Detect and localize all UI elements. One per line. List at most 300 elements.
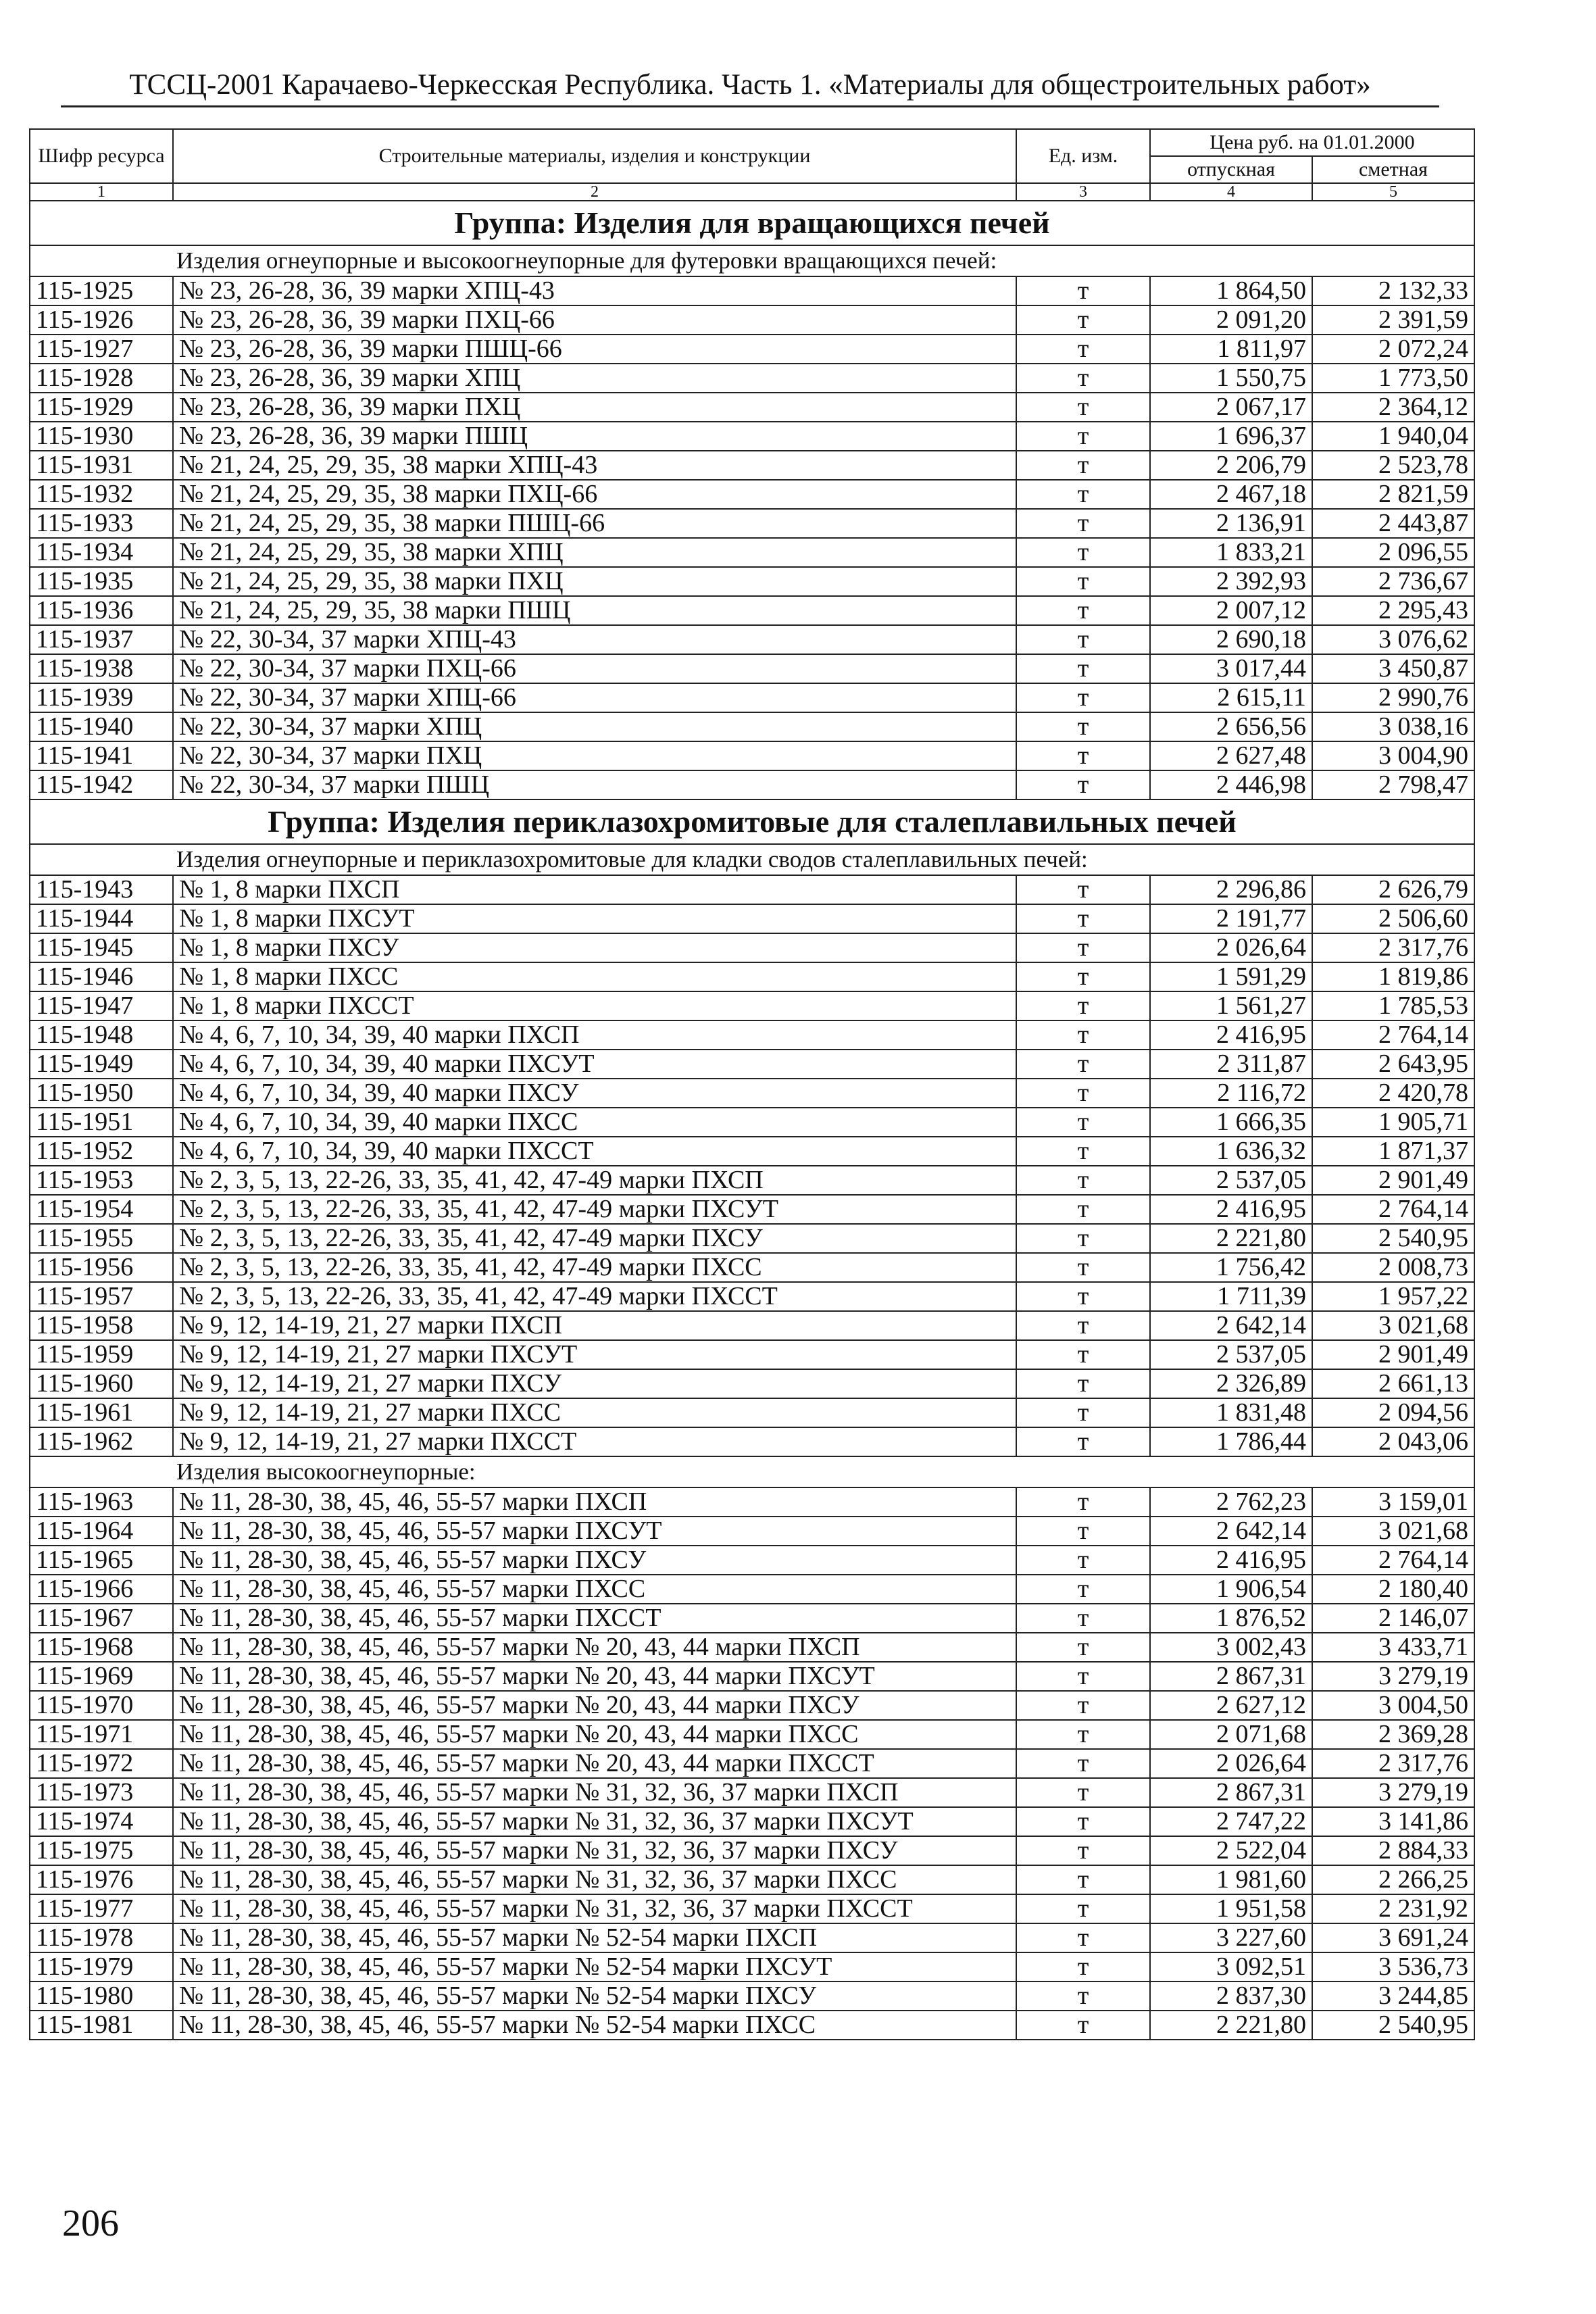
resource-code: 115-1936 — [30, 596, 173, 625]
resource-code: 115-1965 — [30, 1546, 173, 1575]
release-price: 2 136,91 — [1150, 509, 1312, 538]
release-price: 2 627,48 — [1150, 741, 1312, 770]
table-row — [30, 1952, 1474, 1981]
unit: т — [1016, 1311, 1150, 1340]
estimate-price: 2 443,87 — [1312, 509, 1474, 538]
material-name: № 21, 24, 25, 29, 35, 38 марки ПХЦ-66 — [173, 480, 1016, 509]
table-row — [30, 364, 1474, 393]
release-price: 1 981,60 — [1150, 1865, 1312, 1894]
resource-code: 115-1927 — [30, 335, 173, 364]
release-price: 1 561,27 — [1150, 991, 1312, 1020]
resource-code: 115-1966 — [30, 1575, 173, 1604]
table-row — [30, 509, 1474, 538]
material-name: № 11, 28-30, 38, 45, 46, 55-57 марки № 52-54 марки ПХСП — [173, 1923, 1016, 1952]
resource-code: 115-1958 — [30, 1311, 173, 1340]
material-name: № 23, 26-28, 36, 39 марки ПХЦ — [173, 393, 1016, 422]
release-price: 1 711,39 — [1150, 1282, 1312, 1311]
resource-code: 115-1926 — [30, 305, 173, 335]
estimate-price: 2 643,95 — [1312, 1050, 1474, 1079]
release-price: 2 416,95 — [1150, 1020, 1312, 1050]
release-price: 3 227,60 — [1150, 1923, 1312, 1952]
estimate-price: 2 901,49 — [1312, 1166, 1474, 1195]
material-name: № 22, 30-34, 37 марки ХПЦ-66 — [173, 683, 1016, 712]
estimate-price: 3 279,19 — [1312, 1662, 1474, 1691]
resource-code: 115-1930 — [30, 422, 173, 451]
material-name: № 23, 26-28, 36, 39 марки ХПЦ-43 — [173, 276, 1016, 305]
unit: т — [1016, 451, 1150, 480]
table-row — [30, 1720, 1474, 1749]
unit: т — [1016, 393, 1150, 422]
page-header-title: ТССЦ-2001 Карачаево-Черкесская Республика. Часть 1. «Материалы для общестроительных работ» — [129, 69, 1371, 101]
unit: т — [1016, 276, 1150, 305]
estimate-price: 2 523,78 — [1312, 451, 1474, 480]
unit: т — [1016, 1807, 1150, 1836]
release-price: 2 007,12 — [1150, 596, 1312, 625]
material-name: № 11, 28-30, 38, 45, 46, 55-57 марки № 20, 43, 44 марки ПХСС — [173, 1720, 1016, 1749]
release-price: 2 091,20 — [1150, 305, 1312, 335]
unit: т — [1016, 875, 1150, 904]
material-name: № 9, 12, 14-19, 21, 27 марки ПХСС — [173, 1398, 1016, 1427]
material-name: № 4, 6, 7, 10, 34, 39, 40 марки ПХССТ — [173, 1137, 1016, 1166]
material-name: № 22, 30-34, 37 марки ПХЦ — [173, 741, 1016, 770]
resource-code: 115-1977 — [30, 1894, 173, 1923]
material-name: № 21, 24, 25, 29, 35, 38 марки ХПЦ — [173, 538, 1016, 567]
resource-code: 115-1946 — [30, 962, 173, 991]
table-row — [30, 1079, 1474, 1108]
estimate-price: 3 244,85 — [1312, 1981, 1474, 2011]
unit: т — [1016, 567, 1150, 596]
material-name: № 11, 28-30, 38, 45, 46, 55-57 марки № 31, 32, 36, 37 марки ПХСУТ — [173, 1807, 1016, 1836]
table-row — [30, 991, 1474, 1020]
table-row — [30, 933, 1474, 962]
resource-code: 115-1931 — [30, 451, 173, 480]
material-name: № 1, 8 марки ПХСУ — [173, 933, 1016, 962]
estimate-price: 1 819,86 — [1312, 962, 1474, 991]
material-name: № 22, 30-34, 37 марки ХПЦ-43 — [173, 625, 1016, 654]
material-name: № 11, 28-30, 38, 45, 46, 55-57 марки № 52-54 марки ПХСУТ — [173, 1952, 1016, 1981]
unit: т — [1016, 1604, 1150, 1633]
resource-code: 115-1970 — [30, 1691, 173, 1720]
page-number: 206 — [62, 2202, 119, 2244]
resource-code: 115-1934 — [30, 538, 173, 567]
unit: т — [1016, 1778, 1150, 1807]
table-row — [30, 1340, 1474, 1369]
release-price: 2 392,93 — [1150, 567, 1312, 596]
material-name: № 23, 26-28, 36, 39 марки ХПЦ — [173, 364, 1016, 393]
estimate-price: 2 540,95 — [1312, 2011, 1474, 2040]
subgroup-title: Изделия огнеупорные и периклазохромитовые для кладки сводов сталеплавильных печей: — [30, 844, 1474, 875]
table-row — [30, 1981, 1474, 2011]
material-name: № 21, 24, 25, 29, 35, 38 марки ПХЦ — [173, 567, 1016, 596]
release-price: 2 467,18 — [1150, 480, 1312, 509]
column-header-unit: Ед. изм. — [1016, 129, 1150, 183]
estimate-price: 2 008,73 — [1312, 1253, 1474, 1282]
subgroup-title: Изделия огнеупорные и высокоогнеупорные для футеровки вращающихся печей: — [30, 245, 1474, 276]
table-row — [30, 683, 1474, 712]
unit: т — [1016, 596, 1150, 625]
table-row — [30, 1369, 1474, 1398]
resource-code: 115-1945 — [30, 933, 173, 962]
release-price: 2 642,14 — [1150, 1311, 1312, 1340]
material-name: № 21, 24, 25, 29, 35, 38 марки ПШЦ-66 — [173, 509, 1016, 538]
estimate-price: 2 506,60 — [1312, 904, 1474, 933]
resource-code: 115-1929 — [30, 393, 173, 422]
estimate-price: 3 004,50 — [1312, 1691, 1474, 1720]
group-title: Группа: Изделия периклазохромитовые для сталеплавильных печей — [30, 799, 1474, 844]
resource-code: 115-1937 — [30, 625, 173, 654]
table-row — [30, 654, 1474, 683]
resource-code: 115-1952 — [30, 1137, 173, 1166]
material-name: № 9, 12, 14-19, 21, 27 марки ПХССТ — [173, 1427, 1016, 1456]
estimate-price: 2 764,14 — [1312, 1020, 1474, 1050]
release-price: 2 221,80 — [1150, 2011, 1312, 2040]
estimate-price: 3 004,90 — [1312, 741, 1474, 770]
release-price: 2 311,87 — [1150, 1050, 1312, 1079]
table-row — [30, 1195, 1474, 1224]
material-name: № 11, 28-30, 38, 45, 46, 55-57 марки ПХСП — [173, 1487, 1016, 1517]
estimate-price: 2 266,25 — [1312, 1865, 1474, 1894]
table-row — [30, 1020, 1474, 1050]
release-price: 1 951,58 — [1150, 1894, 1312, 1923]
resource-code: 115-1939 — [30, 683, 173, 712]
release-price: 2 867,31 — [1150, 1778, 1312, 1807]
estimate-price: 2 364,12 — [1312, 393, 1474, 422]
estimate-price: 1 773,50 — [1312, 364, 1474, 393]
release-price: 2 615,11 — [1150, 683, 1312, 712]
release-price: 2 326,89 — [1150, 1369, 1312, 1398]
resource-code: 115-1969 — [30, 1662, 173, 1691]
table-row — [30, 422, 1474, 451]
unit: т — [1016, 1662, 1150, 1691]
release-price: 2 642,14 — [1150, 1517, 1312, 1546]
resource-code: 115-1964 — [30, 1517, 173, 1546]
release-price: 2 537,05 — [1150, 1340, 1312, 1369]
table-row — [30, 625, 1474, 654]
material-name: № 1, 8 марки ПХСС — [173, 962, 1016, 991]
estimate-price: 2 540,95 — [1312, 1224, 1474, 1253]
release-price: 1 550,75 — [1150, 364, 1312, 393]
table-header-row — [30, 129, 1474, 156]
unit: т — [1016, 335, 1150, 364]
estimate-price: 2 146,07 — [1312, 1604, 1474, 1633]
material-name: № 11, 28-30, 38, 45, 46, 55-57 марки № 52-54 марки ПХСУ — [173, 1981, 1016, 2011]
table-row — [30, 393, 1474, 422]
table-row — [30, 962, 1474, 991]
unit: т — [1016, 1720, 1150, 1749]
estimate-price: 2 798,47 — [1312, 770, 1474, 799]
release-price: 2 026,64 — [1150, 1749, 1312, 1778]
column-number-row — [30, 183, 1474, 201]
table-row — [30, 1137, 1474, 1166]
release-price: 1 591,29 — [1150, 962, 1312, 991]
release-price: 2 522,04 — [1150, 1836, 1312, 1865]
estimate-price: 2 369,28 — [1312, 1720, 1474, 1749]
release-price: 2 191,77 — [1150, 904, 1312, 933]
table-row — [30, 480, 1474, 509]
release-price: 1 864,50 — [1150, 276, 1312, 305]
unit: т — [1016, 1020, 1150, 1050]
material-name: № 11, 28-30, 38, 45, 46, 55-57 марки № 20, 43, 44 марки ПХСП — [173, 1633, 1016, 1662]
release-price: 2 690,18 — [1150, 625, 1312, 654]
material-name: № 11, 28-30, 38, 45, 46, 55-57 марки ПХСУ — [173, 1546, 1016, 1575]
table-row — [30, 1749, 1474, 1778]
material-name: № 9, 12, 14-19, 21, 27 марки ПХСУТ — [173, 1340, 1016, 1369]
material-name: № 11, 28-30, 38, 45, 46, 55-57 марки № 20, 43, 44 марки ПХСУ — [173, 1691, 1016, 1720]
table-row — [30, 1575, 1474, 1604]
resource-code: 115-1980 — [30, 1981, 173, 2011]
table-row — [30, 1836, 1474, 1865]
group-title: Группа: Изделия для вращающихся печей — [30, 201, 1474, 245]
resource-code: 115-1976 — [30, 1865, 173, 1894]
estimate-price: 2 317,76 — [1312, 1749, 1474, 1778]
resource-code: 115-1933 — [30, 509, 173, 538]
material-name: № 22, 30-34, 37 марки ХПЦ — [173, 712, 1016, 741]
estimate-price: 2 764,14 — [1312, 1546, 1474, 1575]
resource-code: 115-1941 — [30, 741, 173, 770]
resource-code: 115-1961 — [30, 1398, 173, 1427]
estimate-price: 3 038,16 — [1312, 712, 1474, 741]
table-row — [30, 1108, 1474, 1137]
unit: т — [1016, 1952, 1150, 1981]
material-name: № 4, 6, 7, 10, 34, 39, 40 марки ПХСП — [173, 1020, 1016, 1050]
materials-price-table — [29, 128, 1475, 2040]
estimate-price: 2 764,14 — [1312, 1195, 1474, 1224]
unit: т — [1016, 933, 1150, 962]
table-row — [30, 1282, 1474, 1311]
material-name: № 23, 26-28, 36, 39 марки ПШЦ-66 — [173, 335, 1016, 364]
resource-code: 115-1947 — [30, 991, 173, 1020]
table-row — [30, 1487, 1474, 1517]
resource-code: 115-1971 — [30, 1720, 173, 1749]
table-row — [30, 451, 1474, 480]
estimate-price: 3 691,24 — [1312, 1923, 1474, 1952]
material-name: № 23, 26-28, 36, 39 марки ПШЦ — [173, 422, 1016, 451]
estimate-price: 2 884,33 — [1312, 1836, 1474, 1865]
material-name: № 11, 28-30, 38, 45, 46, 55-57 марки ПХССТ — [173, 1604, 1016, 1633]
table-row — [30, 1894, 1474, 1923]
release-price: 2 837,30 — [1150, 1981, 1312, 2011]
table-row — [30, 1224, 1474, 1253]
unit: т — [1016, 1224, 1150, 1253]
material-name: № 11, 28-30, 38, 45, 46, 55-57 марки ПХСУТ — [173, 1517, 1016, 1546]
material-name: № 11, 28-30, 38, 45, 46, 55-57 марки № 31, 32, 36, 37 марки ПХСУ — [173, 1836, 1016, 1865]
release-price: 1 811,97 — [1150, 335, 1312, 364]
subgroup-title-row — [30, 1456, 1474, 1487]
release-price: 2 416,95 — [1150, 1546, 1312, 1575]
resource-code: 115-1943 — [30, 875, 173, 904]
unit: т — [1016, 1981, 1150, 2011]
resource-code: 115-1968 — [30, 1633, 173, 1662]
estimate-price: 1 905,71 — [1312, 1108, 1474, 1137]
release-price: 2 026,64 — [1150, 933, 1312, 962]
resource-code: 115-1932 — [30, 480, 173, 509]
unit: т — [1016, 1633, 1150, 1662]
estimate-price: 3 536,73 — [1312, 1952, 1474, 1981]
material-name: № 1, 8 марки ПХСУТ — [173, 904, 1016, 933]
material-name: № 2, 3, 5, 13, 22-26, 33, 35, 41, 42, 47-49 марки ПХСП — [173, 1166, 1016, 1195]
material-name: № 2, 3, 5, 13, 22-26, 33, 35, 41, 42, 47-49 марки ПХСУ — [173, 1224, 1016, 1253]
unit: т — [1016, 654, 1150, 683]
resource-code: 115-1940 — [30, 712, 173, 741]
material-name: № 9, 12, 14-19, 21, 27 марки ПХСУ — [173, 1369, 1016, 1398]
material-name: № 1, 8 марки ПХССТ — [173, 991, 1016, 1020]
group-title-row — [30, 201, 1474, 245]
table-row — [30, 335, 1474, 364]
estimate-price: 3 021,68 — [1312, 1311, 1474, 1340]
column-number: 5 — [1312, 183, 1474, 201]
resource-code: 115-1944 — [30, 904, 173, 933]
unit: т — [1016, 1691, 1150, 1720]
release-price: 3 092,51 — [1150, 1952, 1312, 1981]
material-name: № 11, 28-30, 38, 45, 46, 55-57 марки № 52-54 марки ПХСС — [173, 2011, 1016, 2040]
table-row — [30, 1427, 1474, 1456]
material-name: № 23, 26-28, 36, 39 марки ПХЦ-66 — [173, 305, 1016, 335]
resource-code: 115-1935 — [30, 567, 173, 596]
unit: т — [1016, 1195, 1150, 1224]
resource-code: 115-1951 — [30, 1108, 173, 1137]
material-name: № 4, 6, 7, 10, 34, 39, 40 марки ПХСУ — [173, 1079, 1016, 1108]
material-name: № 11, 28-30, 38, 45, 46, 55-57 марки № 20, 43, 44 марки ПХССТ — [173, 1749, 1016, 1778]
unit: т — [1016, 1865, 1150, 1894]
table-row — [30, 1865, 1474, 1894]
estimate-price: 1 940,04 — [1312, 422, 1474, 451]
unit: т — [1016, 1427, 1150, 1456]
resource-code: 115-1950 — [30, 1079, 173, 1108]
release-price: 2 071,68 — [1150, 1720, 1312, 1749]
material-name: № 4, 6, 7, 10, 34, 39, 40 марки ПХСУТ — [173, 1050, 1016, 1079]
table-row — [30, 1050, 1474, 1079]
release-price: 2 067,17 — [1150, 393, 1312, 422]
estimate-price: 1 957,22 — [1312, 1282, 1474, 1311]
column-header-estimate-price: сметная — [1312, 156, 1474, 183]
unit: т — [1016, 683, 1150, 712]
table-row — [30, 1398, 1474, 1427]
unit: т — [1016, 1398, 1150, 1427]
unit: т — [1016, 625, 1150, 654]
unit: т — [1016, 962, 1150, 991]
estimate-price: 3 159,01 — [1312, 1487, 1474, 1517]
unit: т — [1016, 364, 1150, 393]
estimate-price: 2 391,59 — [1312, 305, 1474, 335]
table-body — [30, 201, 1474, 2040]
resource-code: 115-1957 — [30, 1282, 173, 1311]
release-price: 2 867,31 — [1150, 1662, 1312, 1691]
unit: т — [1016, 1749, 1150, 1778]
estimate-price: 3 433,71 — [1312, 1633, 1474, 1662]
subgroup-title-row — [30, 245, 1474, 276]
resource-code: 115-1972 — [30, 1749, 173, 1778]
unit: т — [1016, 1836, 1150, 1865]
resource-code: 115-1967 — [30, 1604, 173, 1633]
table-row — [30, 1517, 1474, 1546]
estimate-price: 2 736,67 — [1312, 567, 1474, 596]
table-row — [30, 1691, 1474, 1720]
material-name: № 2, 3, 5, 13, 22-26, 33, 35, 41, 42, 47-49 марки ПХСУТ — [173, 1195, 1016, 1224]
column-number: 3 — [1016, 183, 1150, 201]
table-row — [30, 2011, 1474, 2040]
unit: т — [1016, 1575, 1150, 1604]
estimate-price: 3 450,87 — [1312, 654, 1474, 683]
table-row — [30, 1923, 1474, 1952]
release-price: 1 696,37 — [1150, 422, 1312, 451]
unit: т — [1016, 741, 1150, 770]
table-row — [30, 712, 1474, 741]
estimate-price: 3 279,19 — [1312, 1778, 1474, 1807]
release-price: 1 833,21 — [1150, 538, 1312, 567]
resource-code: 115-1955 — [30, 1224, 173, 1253]
column-number: 1 — [30, 183, 173, 201]
estimate-price: 2 072,24 — [1312, 335, 1474, 364]
resource-code: 115-1981 — [30, 2011, 173, 2040]
column-number: 2 — [173, 183, 1016, 201]
table-row — [30, 1253, 1474, 1282]
unit: т — [1016, 1137, 1150, 1166]
resource-code: 115-1974 — [30, 1807, 173, 1836]
estimate-price: 3 141,86 — [1312, 1807, 1474, 1836]
unit: т — [1016, 1108, 1150, 1137]
estimate-price: 2 821,59 — [1312, 480, 1474, 509]
resource-code: 115-1978 — [30, 1923, 173, 1952]
unit: т — [1016, 770, 1150, 799]
column-header-name: Строительные материалы, изделия и конструкции — [173, 129, 1016, 183]
resource-code: 115-1959 — [30, 1340, 173, 1369]
estimate-price: 1 785,53 — [1312, 991, 1474, 1020]
unit: т — [1016, 1923, 1150, 1952]
estimate-price: 2 317,76 — [1312, 933, 1474, 962]
release-price: 1 876,52 — [1150, 1604, 1312, 1633]
release-price: 2 221,80 — [1150, 1224, 1312, 1253]
release-price: 2 627,12 — [1150, 1691, 1312, 1720]
table-row — [30, 875, 1474, 904]
resource-code: 115-1954 — [30, 1195, 173, 1224]
estimate-price: 1 871,37 — [1312, 1137, 1474, 1166]
estimate-price: 3 021,68 — [1312, 1517, 1474, 1546]
release-price: 1 906,54 — [1150, 1575, 1312, 1604]
subgroup-title-row — [30, 844, 1474, 875]
table-row — [30, 538, 1474, 567]
resource-code: 115-1960 — [30, 1369, 173, 1398]
subgroup-title: Изделия высокоогнеупорные: — [30, 1456, 1474, 1487]
table-row — [30, 276, 1474, 305]
release-price: 1 666,35 — [1150, 1108, 1312, 1137]
unit: т — [1016, 480, 1150, 509]
table-row — [30, 904, 1474, 933]
table-row — [30, 1633, 1474, 1662]
estimate-price: 2 094,56 — [1312, 1398, 1474, 1427]
unit: т — [1016, 1253, 1150, 1282]
material-name: № 2, 3, 5, 13, 22-26, 33, 35, 41, 42, 47-49 марки ПХСС — [173, 1253, 1016, 1282]
table-row — [30, 567, 1474, 596]
resource-code: 115-1949 — [30, 1050, 173, 1079]
material-name: № 11, 28-30, 38, 45, 46, 55-57 марки № 31, 32, 36, 37 марки ПХСП — [173, 1778, 1016, 1807]
release-price: 2 296,86 — [1150, 875, 1312, 904]
material-name: № 9, 12, 14-19, 21, 27 марки ПХСП — [173, 1311, 1016, 1340]
estimate-price: 2 132,33 — [1312, 276, 1474, 305]
resource-code: 115-1928 — [30, 364, 173, 393]
release-price: 2 116,72 — [1150, 1079, 1312, 1108]
material-name: № 4, 6, 7, 10, 34, 39, 40 марки ПХСС — [173, 1108, 1016, 1137]
estimate-price: 3 076,62 — [1312, 625, 1474, 654]
unit: т — [1016, 1079, 1150, 1108]
table-row — [30, 1807, 1474, 1836]
release-price: 2 446,98 — [1150, 770, 1312, 799]
release-price: 3 002,43 — [1150, 1633, 1312, 1662]
unit: т — [1016, 1517, 1150, 1546]
release-price: 2 206,79 — [1150, 451, 1312, 480]
resource-code: 115-1938 — [30, 654, 173, 683]
release-price: 3 017,44 — [1150, 654, 1312, 683]
resource-code: 115-1962 — [30, 1427, 173, 1456]
